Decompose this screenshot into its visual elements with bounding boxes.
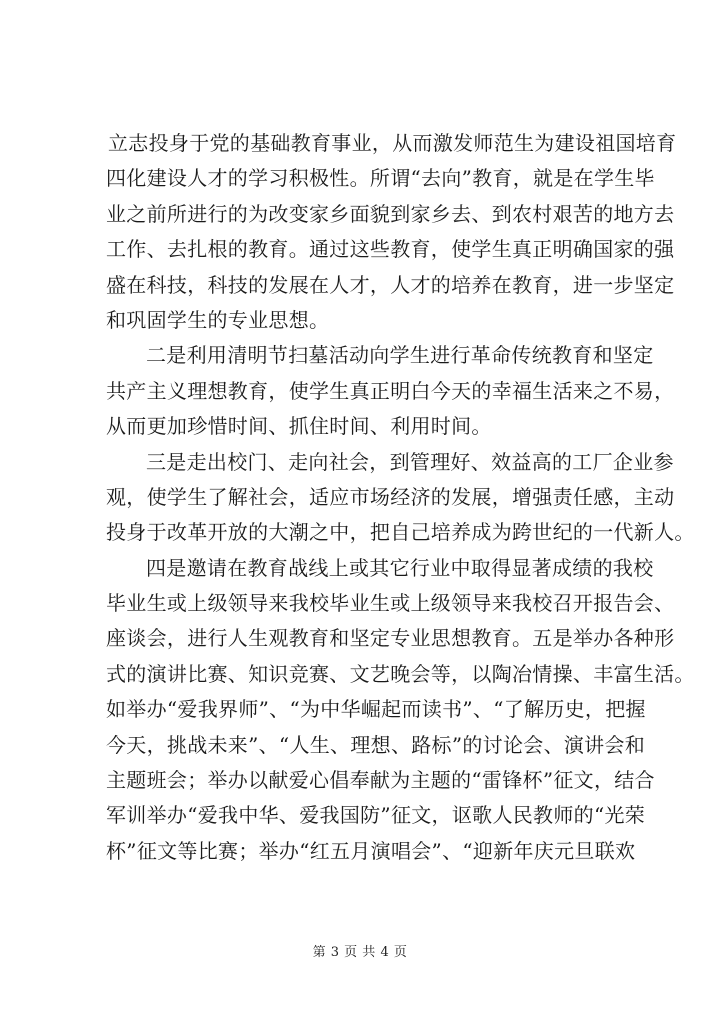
- text-line: 盛在科技，科技的发展在人才，人才的培养在教育，进一步坚定: [106, 272, 675, 297]
- text-line: 军训举办“爱我中华、爱我国防”征文，讴歌人民教师的“光荣: [106, 803, 646, 828]
- text-line: 从而更加珍惜时间、抓住时间、利用时间。: [106, 414, 492, 439]
- paragraph-2: [106, 338, 675, 444]
- text-line: 立志投身于党的基础教育事业，从而激发师范生为建设祖国培育: [108, 131, 677, 155]
- page-footer: [0, 941, 720, 960]
- text-line: 杯”征文等比赛；举办“红五月演唱会”、“迎新年庆元旦联欢: [106, 838, 636, 863]
- text-line: 今天，挑战未来”、“人生、理想、路标”的讨论会、演讲会和: [106, 732, 646, 757]
- document-body: [106, 126, 695, 869]
- paragraph-4: [106, 551, 695, 870]
- text-line: 工作、去扎根的教育。通过这些教育，使学生真正明确国家的强: [106, 237, 675, 262]
- text-line: 三是走出校门、走向社会，到管理好、效益高的工厂企业参: [146, 449, 674, 474]
- text-line: 和巩固学生的专业思想。: [106, 307, 330, 332]
- page-number: 第 3 页 共 4 页: [312, 945, 408, 960]
- text-line: 座谈会，进行人生观教育和坚定专业思想教育。五是举办各种形: [106, 626, 675, 651]
- text-line: 式的演讲比赛、知识竞赛、文艺晚会等，以陶冶情操、丰富生活。: [106, 661, 695, 686]
- text-line: 二是利用清明节扫墓活动向学生进行革命传统教育和坚定: [146, 343, 654, 368]
- text-line: 主题班会；举办以献爱心倡奉献为主题的“雷锋杯”征文，结合: [106, 768, 655, 793]
- text-line: 观，使学生了解社会，适应市场经济的发展，增强责任感，主动: [106, 484, 675, 509]
- text-line: 投身于改革开放的大潮之中，把自己培养成为跨世纪的一代新人。: [106, 520, 695, 545]
- paragraph-1: [106, 126, 677, 338]
- text-line: 四是邀请在教育战线上或其它行业中取得显著成绩的我校: [146, 555, 654, 580]
- paragraph-3: [106, 445, 695, 551]
- text-line: 四化建设人才的学习积极性。所谓“去向”教育，就是在学生毕: [106, 166, 655, 191]
- text-line: 业之前所进行的为改变家乡面貌到家乡去、到农村艰苦的地方去: [106, 201, 675, 226]
- text-line: 如举办“爱我界师”、“为中华崛起而读书”、“了解历史，把握: [106, 697, 646, 722]
- text-line: 共产主义理想教育，使学生真正明白今天的幸福生活来之不易，: [106, 378, 675, 403]
- text-line: 毕业生或上级领导来我校毕业生或上级领导来我校召开报告会、: [106, 591, 675, 616]
